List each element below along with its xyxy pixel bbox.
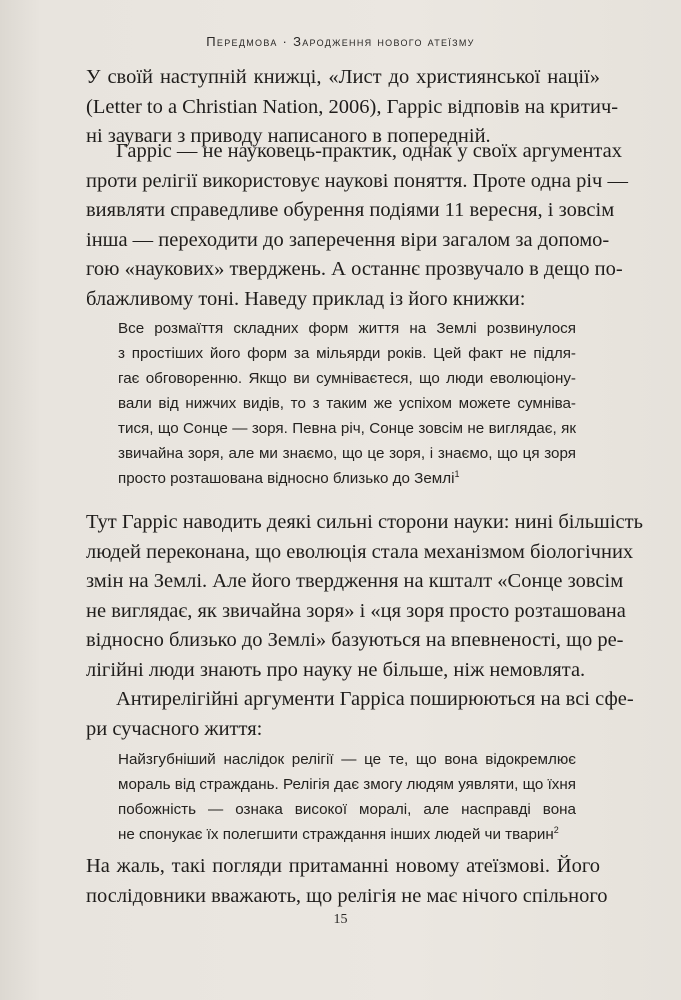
- quote-line-text: не спонукає їх полегшити страждання інших людей чи тварин: [118, 826, 554, 843]
- text-line: Тут Гарріс наводить деякі сильні сторони науки: нині більшість: [86, 511, 643, 533]
- block-quote-1: [118, 316, 576, 491]
- text-line: не виглядає, як звичайна зоря» і «ця зоря просто розташована: [86, 599, 626, 622]
- text-line: людей переконана, що еволюція стала механізмом біологічних: [86, 540, 634, 563]
- text-line: послідовники вважають, що релігія не має нічого спільного: [86, 884, 608, 907]
- text-line: На жаль, такі погляди притаманні новому атеїзмові. Його: [86, 855, 600, 877]
- running-head: Передмова · Зародження нового атеїзму: [206, 34, 475, 49]
- quote-line-text: просто розташована відносно близько до Землі: [118, 470, 455, 487]
- text-line: відносно близько до Землі» базуються на впевненості, що ре-: [86, 629, 624, 651]
- quote-line: побожність — ознака високої моралі, але насправді вона: [118, 801, 576, 818]
- text-line: блажливому тоні. Наведу приклад із його книжки:: [86, 287, 526, 310]
- paragraph-3: [86, 508, 643, 685]
- text-line: ри сучасного життя:: [86, 717, 263, 740]
- paragraph-4: [86, 685, 634, 744]
- quote-line: Все розмаїття складних форм життя на Землі розвинулося: [118, 320, 576, 337]
- page-number: 15: [333, 912, 348, 927]
- quote-line: вали від нижчих видів, то з таким же успіхом можете сумніва-: [118, 395, 576, 412]
- text-line: інша — переходити до заперечення віри загалом за допомо-: [86, 228, 610, 251]
- quote-line: тися, що Сонце — зоря. Певна річ, Сонце зовсім не виглядає, як: [118, 420, 576, 437]
- quote-line: мораль від страждань. Релігія дає змогу людям уявляти, що їхня: [118, 776, 576, 793]
- paragraph-5: [86, 852, 608, 911]
- text-line: проти релігії використовує наукові поняття. Проте одна річ —: [86, 169, 628, 192]
- quote-line-with-footnote: [118, 466, 576, 491]
- quote-line: гає обговоренню. Якщо ви сумніваєтеся, що люди еволюціону-: [118, 370, 576, 387]
- text-line: Гарріс — не науковець-практик, однак у своїх аргументах: [116, 140, 622, 162]
- block-quote-2: [118, 747, 576, 847]
- text-line: ні зауваги з приводу написаного в попередній.: [86, 125, 491, 147]
- text-line: виявляти справедливе обурення подіями 11 вересня, і зовсім: [86, 199, 615, 221]
- text-line: (Letter to a Christian Nation, 2006), Гарріс відповів на критич-: [86, 95, 619, 118]
- quote-line: з простіших його форм за мільярди років. Цей факт не підля-: [118, 345, 576, 362]
- text-line: гою «наукових» тверджень. А останнє прозвучало в дещо по-: [86, 258, 623, 280]
- quote-line-with-footnote: [118, 822, 576, 847]
- quote-line: звичайна зоря, але ми знаємо, що це зоря, і знаємо, що ця зоря: [118, 445, 576, 462]
- text-line: У своїй наступній книжці, «Лист до християнської нації»: [86, 66, 600, 88]
- text-line: Антирелігійні аргументи Гарріса поширюються на всі сфе-: [116, 688, 634, 710]
- quote-line: Найзгубніший наслідок релігії — це те, що вона відокремлює: [118, 751, 576, 768]
- paragraph-2: [86, 137, 628, 314]
- text-line: лігійні люди знають про науку не більше, ніж немовлята.: [86, 658, 586, 681]
- footnote-mark: 1: [454, 468, 460, 479]
- text-line: змін на Землі. Але його твердження на кшталт «Сонце зовсім: [86, 570, 624, 592]
- footnote-mark: 2: [553, 824, 559, 835]
